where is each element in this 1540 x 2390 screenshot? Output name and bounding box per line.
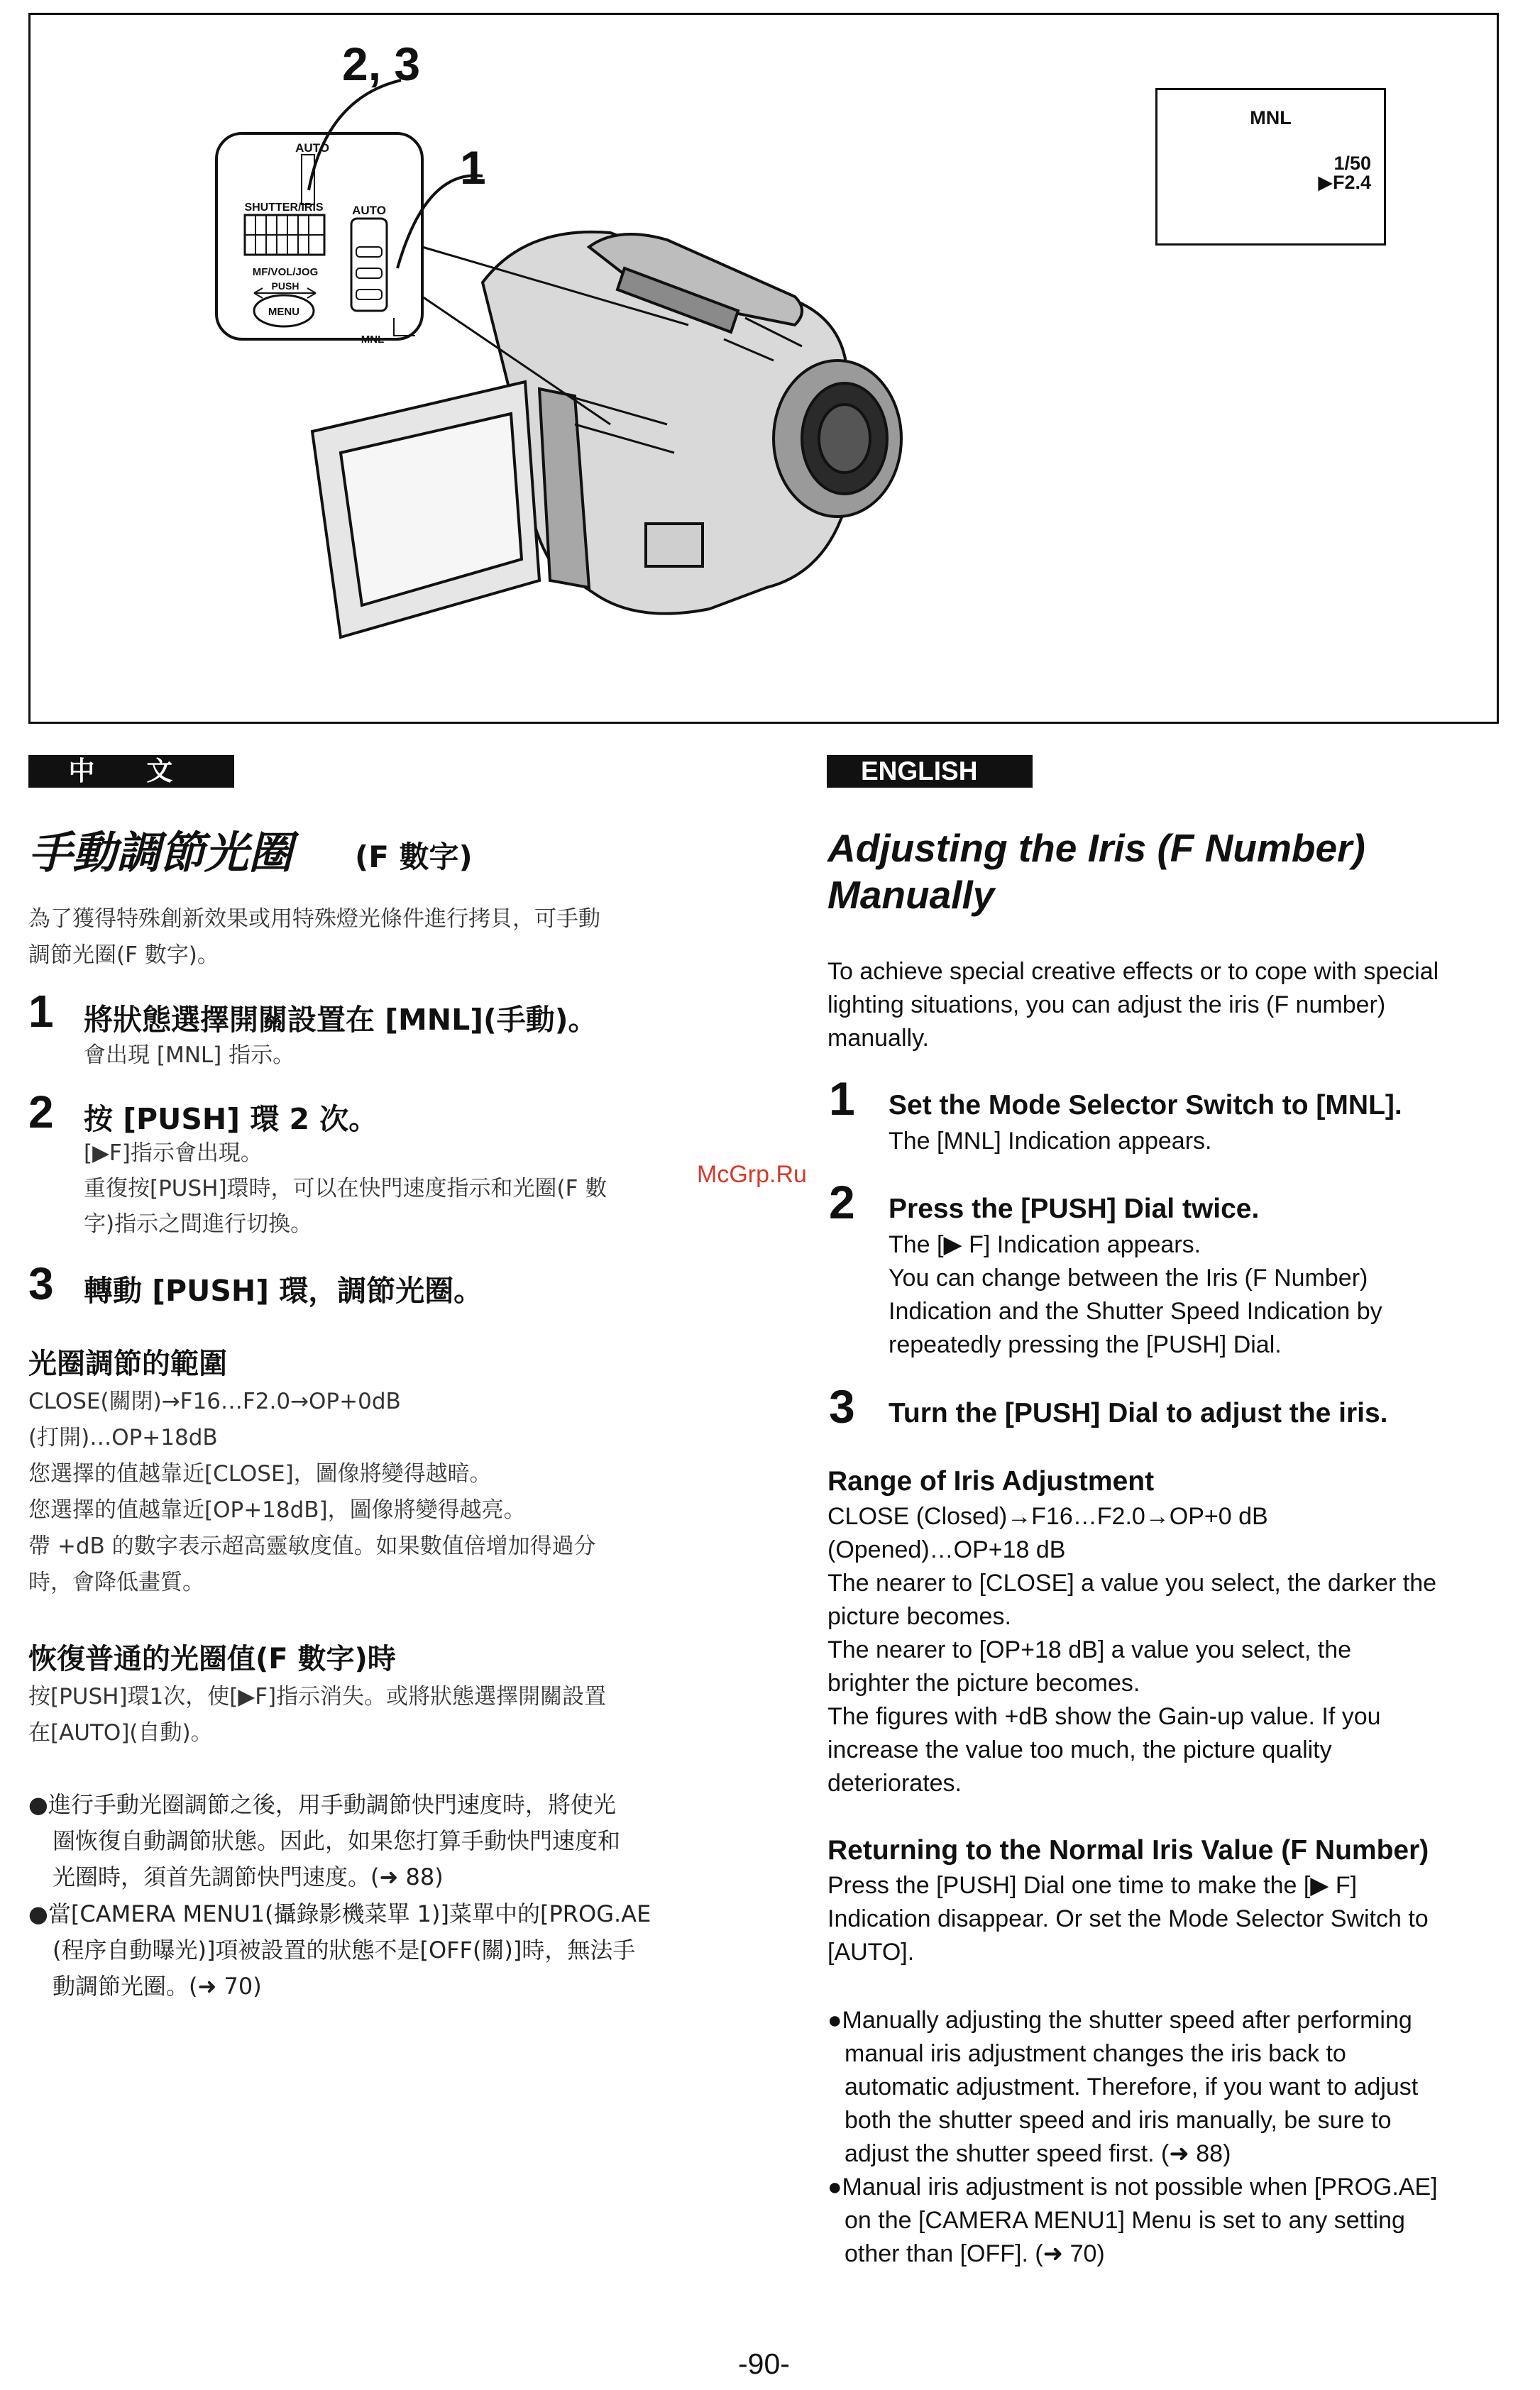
english-return-text: Press the [PUSH] Dial one time to make the [▶ F] Indication disappear. Or set the Mode Selector Switch to [AUTO]. — [827, 1872, 1429, 1966]
english-range-text: CLOSE (Closed)→F16…F2.0→OP+0 dB (Opened)…OP+18 dB The nearer to [CLOSE] a value you select, the darker the picture becomes. The nearer to [OP+18 dB] a value you select, the brighter the picture becomes. The figures with +dB show the Gain-up value. If you increase the value too much, the picture quality deteriorates. — [827, 1503, 1437, 1797]
panel-push-label: PUSH — [271, 280, 299, 292]
chinese-range-text: CLOSE(關閉)→F16…F2.0→OP+0dB (打開)…OP+18dB 您選擇的值越靠近[CLOSE]，圖像將變得越暗。 您選擇的值越靠近[OP+18dB]，圖像將變得越亮。 帶 +dB 的數字表示超高靈敏度值。如果數值倍增加得過分 時，會降低畫質。 — [28, 1389, 596, 1595]
chinese-note-2: ●當[CAMERA MENU1(攝錄影機菜單 1)]菜單中的[PROG.AE (程序自動曝光)]項被設置的狀態不是[OFF(關)]時，無法手 動調節光圈。(➜ 70) — [28, 1900, 651, 2000]
chinese-note-1: ●進行手動光圈調節之後，用手動調節快門速度時，將使光 圈恢復自動調節狀態。因此，如果您打算手動快門速度和 光圈時，須首先調節快門速度。(➜ 88) — [28, 1791, 621, 1890]
chinese-title-sub: (F 數字) — [355, 839, 473, 874]
english-return-heading: Returning to the Normal Iris Value (F Number) — [827, 1835, 1429, 1866]
callout-step-1: 1 — [460, 141, 486, 194]
panel-auto-top-label: AUTO — [295, 141, 329, 155]
english-step-1-text: Set the Mode Selector Switch to [MNL]. — [889, 1090, 1402, 1120]
display-iris-value: ▶F2.4 — [1318, 172, 1371, 193]
chinese-step-1-text: 將狀態選擇開關設置在 [MNL](手動)。 — [84, 1003, 598, 1037]
english-range-heading: Range of Iris Adjustment — [827, 1466, 1155, 1497]
panel-mnl-label: MNL — [361, 334, 385, 346]
language-label-english: ENGLISH — [827, 755, 1033, 788]
panel-auto-side-label: AUTO — [352, 204, 386, 217]
callout-steps-2-3: 2, 3 — [342, 38, 421, 90]
chinese-step-1-number: 1 — [28, 986, 54, 1037]
chinese-step-3-text: 轉動 [PUSH] 環，調節光圈。 — [84, 1274, 483, 1308]
english-note-1: ●Manually adjusting the shutter speed after performing manual iris adjustment changes the iris back to automatic adjustment. Therefore, if you want to adjust both the shutter speed and iris manually, be sure to adjust the shutter speed first. (➜ 88) — [827, 2007, 1419, 2167]
english-intro: To achieve special creative effects or to cope with special lighting situations, you can adjust the iris (F number) manually. — [827, 958, 1439, 1052]
chinese-step-2-text: 按 [PUSH] 環 2 次。 — [84, 1102, 378, 1136]
english-step-1-number: 1 — [829, 1072, 855, 1125]
chinese-step-2-number: 2 — [28, 1086, 54, 1138]
panel-mf-vol-jog-label: MF/VOL/JOG — [252, 266, 319, 278]
panel-menu-button: MENU — [268, 306, 300, 318]
chinese-intro: 為了獲得特殊創新效果或用特殊燈光條件進行拷貝，可手動 調節光圈(F 數字)。 — [28, 906, 600, 968]
language-label-chinese: 中 文 — [28, 755, 234, 788]
page-number: -90- — [738, 2347, 790, 2380]
panel-shutter-iris-label: SHUTTER/IRIS — [244, 202, 324, 214]
viewfinder-display — [1155, 88, 1386, 246]
display-shutter-speed: 1/50 — [1333, 153, 1371, 174]
watermark: McGrp.Ru — [697, 1161, 807, 1188]
chinese-step-1-sub: 會出現 [MNL] 指示。 — [84, 1042, 295, 1068]
chinese-return-text: 按[PUSH]環1次，使[▶F]指示消失。或將狀態選擇開關設置 在[AUTO](自動)。 — [28, 1684, 607, 1746]
english-title: Adjusting the Iris (F Number) Manually — [827, 826, 1365, 917]
chinese-range-heading: 光圈調節的範圍 — [28, 1348, 227, 1380]
english-step-2-text: Press the [PUSH] Dial twice. — [889, 1194, 1260, 1224]
english-step-3-text: Turn the [PUSH] Dial to adjust the iris. — [889, 1398, 1388, 1428]
english-step-2-sub: The [▶ F] Indication appears. You can change between the Iris (F Number) Indication and the Shutter Speed Indication by repeatedly pressing the [PUSH] Dial. — [889, 1231, 1382, 1358]
display-mode-indicator: MNL — [1250, 107, 1292, 128]
chinese-title: 手動調節光圈 — [28, 827, 293, 879]
chinese-step-2-sub: [▶F]指示會出現。 重復按[PUSH]環時，可以在快門速度指示和光圈(F 數 字)指示之間進行切換。 — [84, 1140, 607, 1237]
english-step-1-sub: The [MNL] Indication appears. — [889, 1128, 1212, 1155]
english-note-2: ●Manual iris adjustment is not possible when [PROG.AE] on the [CAMERA MENU1] Menu is set to any setting other than [OFF]. (➜ 70) — [827, 2174, 1438, 2267]
english-step-2-number: 2 — [829, 1176, 855, 1228]
chinese-return-heading: 恢復普通的光圈值(F 數字)時 — [28, 1643, 396, 1675]
english-step-3-number: 3 — [829, 1380, 855, 1433]
chinese-step-3-number: 3 — [28, 1258, 54, 1309]
